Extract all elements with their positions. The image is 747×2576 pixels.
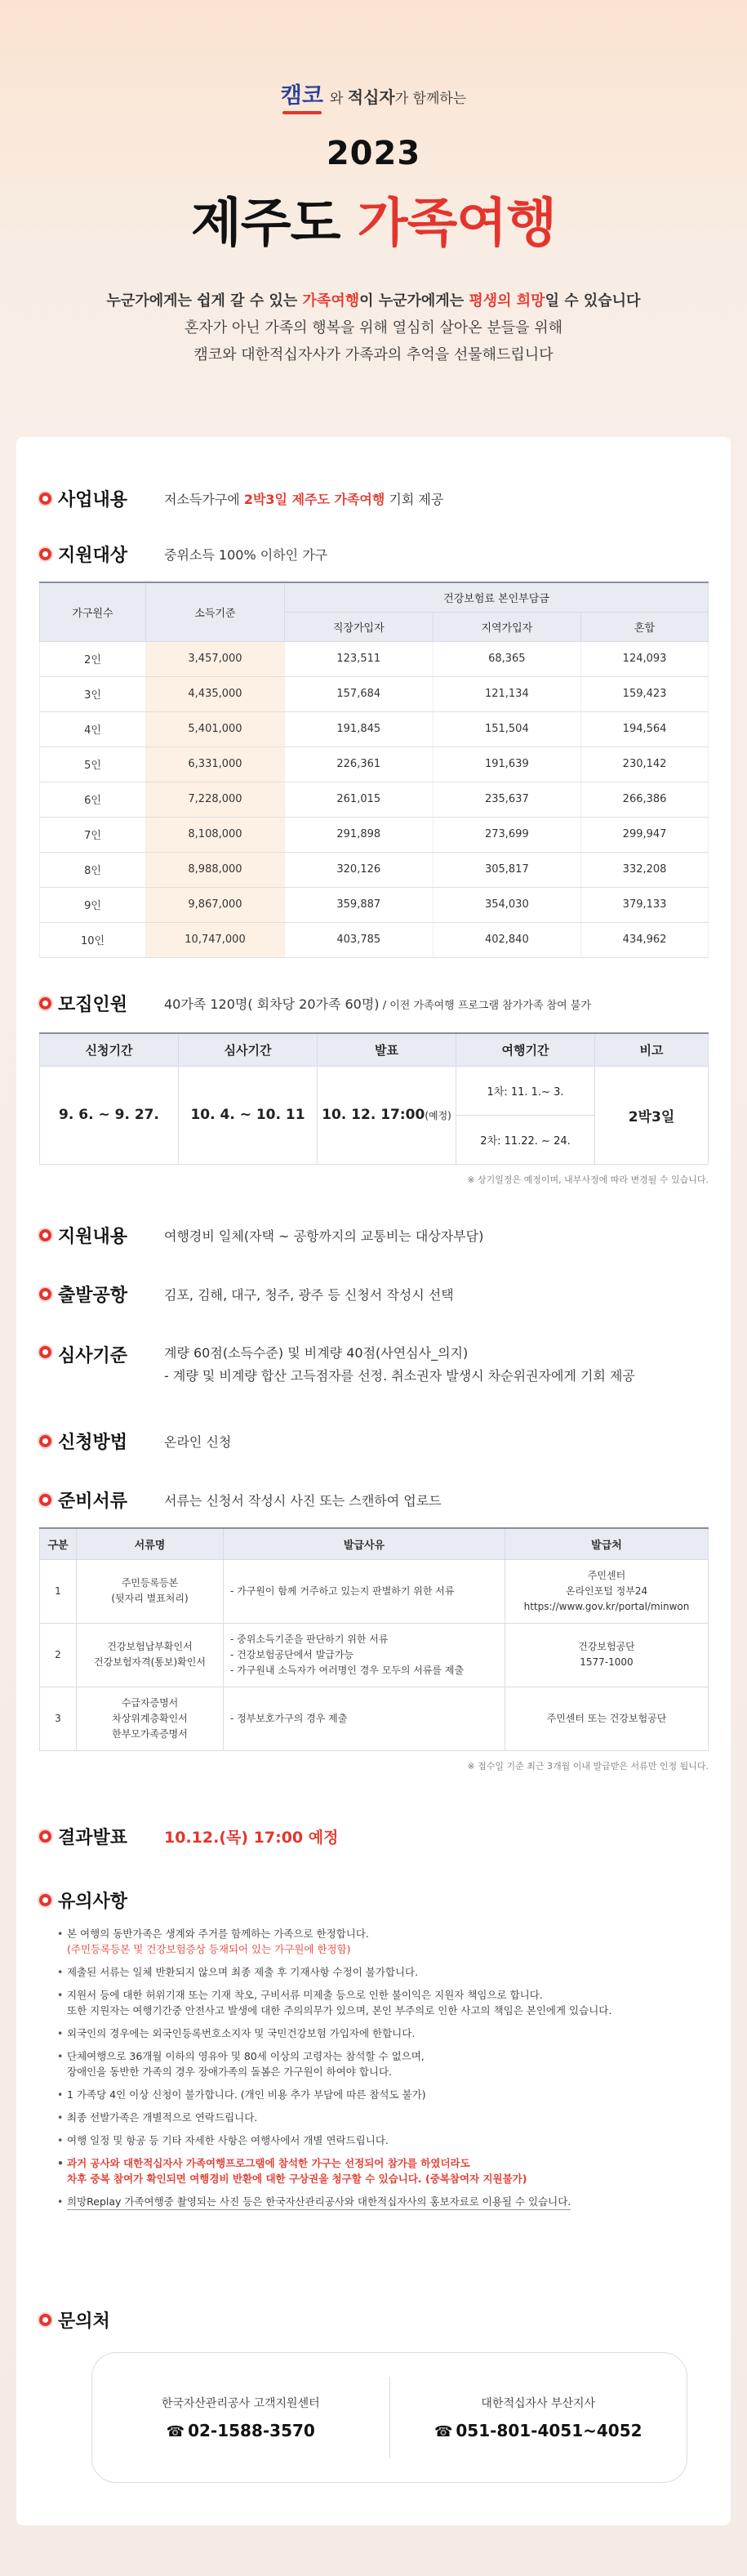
employee-cell: 261,015 xyxy=(285,782,434,817)
intro-text xyxy=(0,287,747,368)
th-employee: 직장가입자 xyxy=(285,612,434,641)
section-text: 여행경비 일체(자택 ~ 공항까지의 교통비는 대상자부담) xyxy=(164,1228,484,1244)
mixed-cell: 299,947 xyxy=(581,817,709,852)
section-title: 지원내용 xyxy=(58,1227,128,1247)
contact-kamco xyxy=(92,2395,389,2440)
household-cell: 5인 xyxy=(40,747,146,782)
section-text: 서류는 신청서 작성시 사진 또는 스캔하여 업로드 xyxy=(164,1493,442,1509)
mixed-cell: 379,133 xyxy=(581,887,709,922)
local-cell: 191,639 xyxy=(433,747,581,782)
mixed-cell: 266,386 xyxy=(581,782,709,817)
section-bullet-icon xyxy=(39,997,51,1009)
income-cell: 8,988,000 xyxy=(146,852,285,887)
employee-cell: 191,845 xyxy=(285,711,434,747)
apply-period: 9. 6. ~ 9. 27. xyxy=(40,1066,179,1164)
household-cell: 4인 xyxy=(40,711,146,747)
section-text: 김포, 김해, 대구, 청주, 광주 등 신청서 작성시 선택 xyxy=(164,1287,454,1303)
docs-footnote: ※ 접수일 기준 최근 3개월 이내 발급받은 서류만 인정 됩니다. xyxy=(467,1760,709,1772)
household-cell: 10인 xyxy=(40,922,146,957)
phone-icon: ☎ xyxy=(166,2423,185,2440)
contact-name: 대한적십자사 부산지사 xyxy=(481,2397,596,2410)
section-docs xyxy=(39,1487,709,1772)
hero xyxy=(0,0,747,437)
intro-line-2: 혼자가 아닌 가족의 행복을 위해 열심히 살아온 분들을 위해 xyxy=(184,319,563,336)
household-cell: 2인 xyxy=(40,641,146,676)
section-title: 준비서류 xyxy=(58,1491,128,1512)
th-apply: 신청기간 xyxy=(40,1033,179,1066)
caution-item: • 단체여행으로 36개월 이하의 영유아 및 80세 이상의 고령자는 참석할 수 없으며, 장애인을 동반한 가족의 경우 장애가족의 돌봄은 가구원이 하여야 합니다. xyxy=(57,2048,678,2079)
th-household: 가구원수 xyxy=(40,582,146,641)
section-title: 신청방법 xyxy=(58,1433,128,1453)
caution-item: • 본 여행의 동반가족은 생계와 주거를 함께하는 가족으로 한정합니다. (주민등록등본 및 건강보험증상 등재되어 있는 가구원에 한정함) xyxy=(57,1926,678,1957)
employee-cell: 291,898 xyxy=(285,817,434,852)
income-cell: 6,331,000 xyxy=(146,747,285,782)
section-title: 문의처 xyxy=(58,2311,110,2332)
caution-item: • 희망Replay 가족여행중 촬영되는 사진 등은 한국자산관리공사와 대한적십자사의 홍보자료로 이용될 수 있습니다. xyxy=(57,2194,678,2210)
household-cell: 3인 xyxy=(40,676,146,711)
income-cell: 10,747,000 xyxy=(146,922,285,957)
th-income: 소득기준 xyxy=(146,582,285,641)
mixed-cell: 159,423 xyxy=(581,676,709,711)
section-title: 사업내용 xyxy=(58,490,128,510)
brand-text: 와 적십자가 함께하는 xyxy=(329,87,467,107)
section-target xyxy=(39,541,709,958)
phone-icon: ☎ xyxy=(434,2423,453,2440)
caution-item: • 여행 일정 및 항공 등 기타 자세한 사항은 여행사에서 개별 연락드립니다. xyxy=(57,2133,678,2148)
section-bullet-icon xyxy=(39,1288,51,1300)
income-row xyxy=(40,641,709,676)
section-support xyxy=(39,1223,709,1248)
mixed-cell: 434,962 xyxy=(581,922,709,957)
income-row xyxy=(40,817,709,852)
contact-phone: ☎ 02-1588-3570 xyxy=(166,2421,315,2440)
section-contact xyxy=(39,2307,709,2333)
doc-row: 3 수급자증명서 차상위계층확인서 한부모가족증명서 - 정부보호가구의 경우 제출 주민센터 또는 건강보험공단 xyxy=(40,1687,709,1750)
contact-redcross xyxy=(390,2395,687,2440)
intro-line-3: 캠코와 대한적십자사가 가족과의 추억을 선물해드립니다 xyxy=(193,346,554,363)
trip-round-2: 2차: 11.22. ~ 24. xyxy=(456,1115,595,1164)
caution-item: • 외국인의 경우에는 외국인등록번호소지자 및 국민건강보험 가입자에 한합니다. xyxy=(57,2026,678,2041)
doc-row: 1 주민등록등본 (뒷자리 별표처리) - 가구원이 함께 거주하고 있는지 판별하기 위한 서류 주민센터 온라인포털 정부24 https://www.gov.kr/portal/minwon xyxy=(40,1559,709,1623)
section-title: 지원대상 xyxy=(58,546,128,566)
local-cell: 151,504 xyxy=(433,711,581,747)
caution-item: • 제출된 서류는 일체 반환되지 않으며 최종 제출 후 기재사항 수정이 불가합니다. xyxy=(57,1964,678,1980)
local-cell: 68,365 xyxy=(433,641,581,676)
th-local: 지역가입자 xyxy=(433,612,581,641)
contact-phone: ☎ 051-801-4051~4052 xyxy=(434,2421,643,2440)
mixed-cell: 194,564 xyxy=(581,711,709,747)
th-issuer: 발급처 xyxy=(505,1528,709,1559)
household-cell: 7인 xyxy=(40,817,146,852)
section-text: 계량 60점(소득수준) 및 비계량 40점(사연심사_의지) - 계량 및 비계량 합산 고득점자를 선정. 취소권자 발생시 차순위권자에게 기회 제공 xyxy=(164,1345,635,1384)
intro-line-1: 누군가에게는 쉽게 갈 수 있는 가족여행이 누군가에게는 평생의 희망일 수 있습니다 xyxy=(106,292,641,310)
income-cell: 5,401,000 xyxy=(146,711,285,747)
section-title: 결과발표 xyxy=(58,1828,128,1848)
income-table xyxy=(39,582,709,958)
caution-list xyxy=(57,1926,678,2210)
announce-date: 10. 12. 17:00(예정) xyxy=(318,1066,456,1164)
local-cell: 235,637 xyxy=(433,782,581,817)
caution-item: • 1 가족당 4인 이상 신청이 불가합니다. (개인 비용 추가 부담에 따른 참석도 불가) xyxy=(57,2087,678,2102)
income-row xyxy=(40,747,709,782)
section-recruit xyxy=(39,991,709,1186)
section-text: 저소득가구에 2박3일 제주도 가족여행 기회 제공 xyxy=(164,492,444,507)
brand-line xyxy=(0,78,747,114)
trip-round-1: 1차: 11. 1.~ 3. xyxy=(456,1066,595,1115)
household-cell: 6인 xyxy=(40,782,146,817)
employee-cell: 123,511 xyxy=(285,641,434,676)
trip-note: 2박3일 xyxy=(595,1066,709,1164)
section-bullet-icon xyxy=(39,1229,51,1241)
kamco-logo: 캠코 xyxy=(281,78,323,114)
year: 2023 xyxy=(326,135,421,172)
local-cell: 273,699 xyxy=(433,817,581,852)
section-title: 유의사항 xyxy=(58,1892,128,1912)
employee-cell: 403,785 xyxy=(285,922,434,957)
mixed-cell: 124,093 xyxy=(581,641,709,676)
household-cell: 8인 xyxy=(40,852,146,887)
doc-row: 2 건강보험납부확인서 건강보험자격(통보)확인서 - 중위소득기준을 판단하기 위한 서류 - 건강보험공단에서 발급가능 - 가구원내 소득자가 여러명인 경우 모두의 서류를 제출 건강보험공단 1577-1000 xyxy=(40,1623,709,1687)
income-cell: 7,228,000 xyxy=(146,782,285,817)
local-cell: 354,030 xyxy=(433,887,581,922)
review-period: 10. 4. ~ 10. 11 xyxy=(179,1066,318,1164)
local-cell: 121,134 xyxy=(433,676,581,711)
caution-item: • 과거 공사와 대한적십자사 가족여행프로그램에 참석한 가구는 선정되어 참가를 하였더라도 차후 중복 참여가 확인되면 여행경비 반환에 대한 구상권을 청구할 수 있습니다. (중복참여자 지원불가) xyxy=(57,2155,678,2186)
th-insurance-group: 건강보험료 본인부담금 xyxy=(285,582,709,612)
contact-box xyxy=(91,2352,687,2483)
section-bullet-icon xyxy=(39,1346,51,1358)
caution-item: • 지원서 등에 대한 허위기재 또는 기재 착오, 구비서류 미제출 등으로 인한 불이익은 지원자 책임으로 합니다. 또한 지원자는 여행기간중 안전사고 발생에 대한 주의의무가 있으며, 본인 부주의로 인한 사고의 책임은 본인에게 있습니다. xyxy=(57,1987,678,2018)
income-row xyxy=(40,887,709,922)
income-row xyxy=(40,711,709,747)
mixed-cell: 230,142 xyxy=(581,747,709,782)
th-no: 구분 xyxy=(40,1528,77,1559)
th-trip: 여행기간 xyxy=(456,1033,595,1066)
section-airport xyxy=(39,1281,709,1307)
th-mixed: 혼합 xyxy=(581,612,709,641)
section-bullet-icon xyxy=(39,548,51,560)
section-bullet-icon xyxy=(39,1494,51,1506)
th-review: 심사기간 xyxy=(179,1033,318,1066)
th-announce: 발표 xyxy=(318,1033,456,1066)
income-cell: 8,108,000 xyxy=(146,817,285,852)
contact-name: 한국자산관리공사 고객지원센터 xyxy=(161,2397,320,2410)
section-bullet-icon xyxy=(39,1894,51,1906)
section-caution xyxy=(39,1887,709,2217)
section-title: 모집인원 xyxy=(58,995,128,1015)
section-criteria xyxy=(39,1342,709,1388)
local-cell: 402,840 xyxy=(433,922,581,957)
documents-table xyxy=(39,1527,709,1751)
th-doc-name: 서류명 xyxy=(77,1528,224,1559)
employee-cell: 157,684 xyxy=(285,676,434,711)
section-method xyxy=(39,1428,709,1454)
household-cell: 9인 xyxy=(40,887,146,922)
section-result xyxy=(39,1824,709,1849)
section-title: 출발공항 xyxy=(58,1286,128,1306)
section-text: 온라인 신청 xyxy=(164,1434,232,1450)
result-date: 10.12.(목) 17:00 예정 xyxy=(164,1829,339,1847)
section-bullet-icon xyxy=(39,2314,51,2326)
mixed-cell: 332,208 xyxy=(581,852,709,887)
section-text: 중위소득 100% 이하인 가구 xyxy=(164,547,328,563)
employee-cell: 320,126 xyxy=(285,852,434,887)
caution-item: • 최종 선발가족은 개별적으로 연락드립니다. xyxy=(57,2110,678,2125)
income-row xyxy=(40,852,709,887)
schedule-footnote: ※ 상기일정은 예정이며, 내부사정에 따라 변경될 수 있습니다. xyxy=(467,1174,709,1185)
employee-cell: 226,361 xyxy=(285,747,434,782)
local-cell: 305,817 xyxy=(433,852,581,887)
section-bullet-icon xyxy=(39,1830,51,1843)
headline: 제주도 가족여행 xyxy=(190,194,557,254)
section-text: 40가족 120명( 회차당 20가족 60명) / 이전 가족여행 프로그램 참가가족 참여 불가 xyxy=(164,996,591,1012)
content-card xyxy=(16,437,731,2525)
th-note: 비고 xyxy=(595,1033,709,1066)
th-reason: 발급사유 xyxy=(224,1528,505,1559)
income-cell: 4,435,000 xyxy=(146,676,285,711)
income-row xyxy=(40,782,709,817)
employee-cell: 359,887 xyxy=(285,887,434,922)
income-cell: 3,457,000 xyxy=(146,641,285,676)
section-bullet-icon xyxy=(39,492,51,505)
income-row xyxy=(40,676,709,711)
section-business xyxy=(39,486,709,511)
income-cell: 9,867,000 xyxy=(146,887,285,922)
schedule-table xyxy=(39,1032,709,1165)
section-title: 심사기준 xyxy=(58,1346,128,1366)
income-row xyxy=(40,922,709,957)
section-bullet-icon xyxy=(39,1435,51,1447)
